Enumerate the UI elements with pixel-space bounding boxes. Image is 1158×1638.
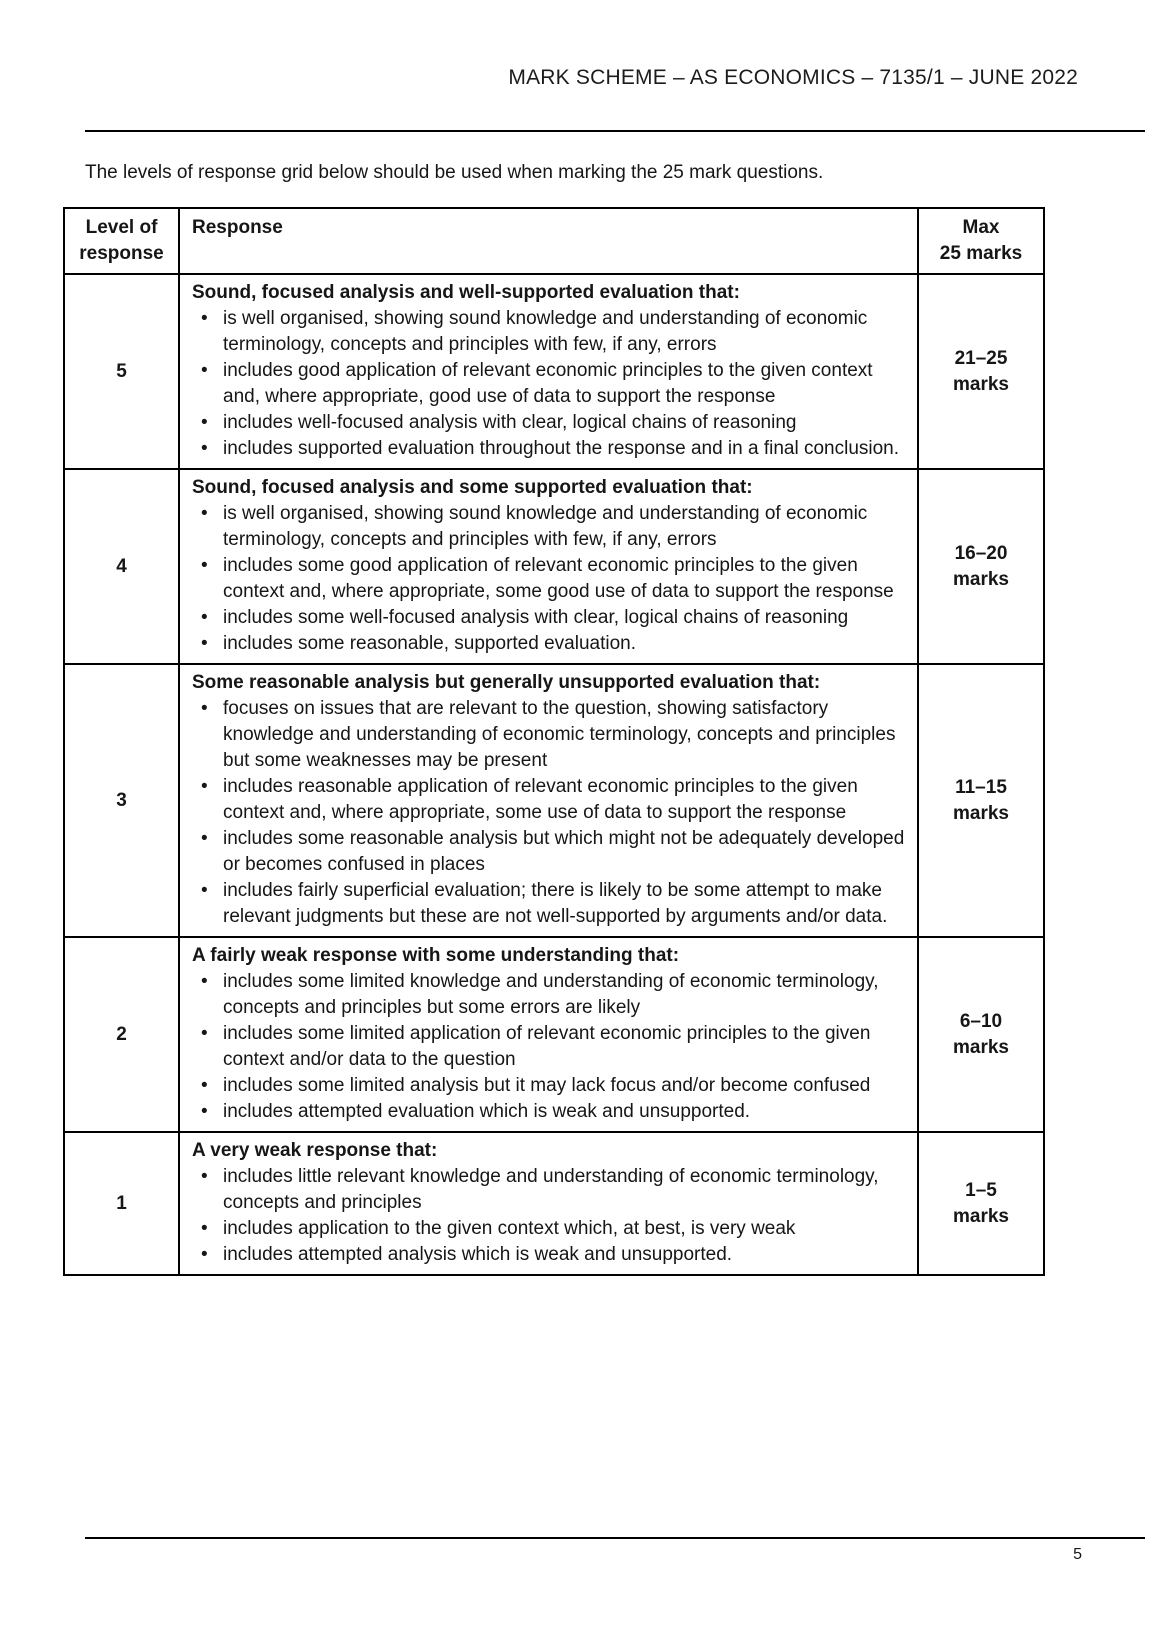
criteria-bullet-item: • includes supported evaluation throughout the response and in a final conclusion. <box>192 436 907 462</box>
criteria-bullet-item: • includes good application of relevant economic principles to the given context and, where appropriate, good use of data to support the response <box>192 358 907 410</box>
criteria-bullet-list <box>192 696 907 930</box>
table-header-row <box>64 208 1044 274</box>
criteria-bullet-item: • includes some limited application of relevant economic principles to the given context and/or data to the question <box>192 1021 907 1073</box>
criteria-bullet-item: • includes some limited analysis but it may lack focus and/or become confused <box>192 1073 907 1099</box>
criteria-bullet-item: • includes fairly superficial evaluation; there is likely to be some attempt to make relevant judgments but these are not well-supported by arguments and/or data. <box>192 878 907 930</box>
response-descriptor-title: A very weak response that: <box>192 1140 438 1161</box>
marks-range: 21–25 <box>954 347 1008 369</box>
criteria-bullet-list <box>192 969 907 1125</box>
criteria-bullet-item: • includes some good application of relevant economic principles to the given context and, where appropriate, some good use of data to support the response <box>192 553 907 605</box>
response-cell <box>179 469 918 664</box>
levels-of-response-table <box>63 207 1045 1276</box>
level-number-cell: 2 <box>64 937 179 1132</box>
response-cell <box>179 1132 918 1275</box>
response-descriptor-title: Sound, focused analysis and some supported evaluation that: <box>192 477 753 498</box>
criteria-bullet-item: • is well organised, showing sound knowledge and understanding of economic terminology, concepts and principles with few, if any, errors <box>192 501 907 553</box>
criteria-bullet-item: • includes some well-focused analysis with clear, logical chains of reasoning <box>192 605 907 631</box>
column-header-response: Response <box>179 208 918 274</box>
max-marks-header-line1: Max <box>962 217 1000 238</box>
response-cell <box>179 274 918 469</box>
level-number-cell: 3 <box>64 664 179 937</box>
levels-table-body <box>64 274 1044 1275</box>
header-rule <box>85 130 1145 132</box>
criteria-bullet-item: • focuses on issues that are relevant to the question, showing satisfactory knowledge and understanding of economic terminology, concepts and principles but some weaknesses may be present <box>192 696 907 774</box>
response-cell <box>179 937 918 1132</box>
marks-cell <box>918 937 1044 1132</box>
criteria-bullet-item: • includes application to the given context which, at best, is very weak <box>192 1216 907 1242</box>
page-number: 5 <box>1073 1546 1082 1563</box>
marks-unit: marks <box>953 1205 1009 1227</box>
level-row <box>64 1132 1044 1275</box>
marks-unit: marks <box>953 373 1009 395</box>
marks-cell <box>918 469 1044 664</box>
criteria-bullet-item: • includes attempted analysis which is weak and unsupported. <box>192 1242 907 1268</box>
marks-range: 11–15 <box>955 776 1007 798</box>
column-header-level-of-response: Level of response <box>64 208 179 274</box>
marks-range: 16–20 <box>954 542 1008 564</box>
criteria-bullet-list <box>192 1164 907 1268</box>
level-row <box>64 937 1044 1132</box>
marks-unit: marks <box>953 1036 1009 1058</box>
column-header-max-marks <box>918 208 1044 274</box>
marks-unit: marks <box>953 802 1009 824</box>
marks-cell <box>918 274 1044 469</box>
level-row <box>64 664 1044 937</box>
criteria-bullet-item: • includes some reasonable analysis but which might not be adequately developed or becomes confused in places <box>192 826 907 878</box>
response-descriptor-title: Some reasonable analysis but generally unsupported evaluation that: <box>192 672 821 693</box>
footer-rule <box>85 1537 1145 1539</box>
running-header-title: MARK SCHEME – AS ECONOMICS – 7135/1 – JUNE 2022 <box>508 66 1078 89</box>
criteria-bullet-list <box>192 501 907 657</box>
criteria-bullet-item: • includes well-focused analysis with clear, logical chains of reasoning <box>192 410 907 436</box>
level-number-cell: 5 <box>64 274 179 469</box>
criteria-bullet-list <box>192 306 907 462</box>
marks-unit: marks <box>953 568 1009 590</box>
level-row <box>64 469 1044 664</box>
marks-range: 6–10 <box>959 1010 1003 1032</box>
intro-text: The levels of response grid below should be used when marking the 25 mark questions. <box>85 162 824 183</box>
level-number-cell: 4 <box>64 469 179 664</box>
level-row <box>64 274 1044 469</box>
response-descriptor-title: Sound, focused analysis and well-supported evaluation that: <box>192 282 740 303</box>
level-number-cell: 1 <box>64 1132 179 1275</box>
criteria-bullet-item: • includes some limited knowledge and understanding of economic terminology, concepts and principles but some errors are likely <box>192 969 907 1021</box>
marks-cell <box>918 1132 1044 1275</box>
marks-cell <box>918 664 1044 937</box>
criteria-bullet-item: • includes reasonable application of relevant economic principles to the given context and, where appropriate, some use of data to support the response <box>192 774 907 826</box>
criteria-bullet-item: • includes little relevant knowledge and understanding of economic terminology, concepts and principles <box>192 1164 907 1216</box>
response-cell <box>179 664 918 937</box>
response-descriptor-title: A fairly weak response with some understanding that: <box>192 945 680 966</box>
max-marks-header-line2: 25 marks <box>939 243 1023 264</box>
criteria-bullet-item: • includes some reasonable, supported evaluation. <box>192 631 907 657</box>
criteria-bullet-item: • includes attempted evaluation which is weak and unsupported. <box>192 1099 907 1125</box>
marks-range: 1–5 <box>965 1179 997 1201</box>
criteria-bullet-item: • is well organised, showing sound knowledge and understanding of economic terminology, concepts and principles with few, if any, errors <box>192 306 907 358</box>
